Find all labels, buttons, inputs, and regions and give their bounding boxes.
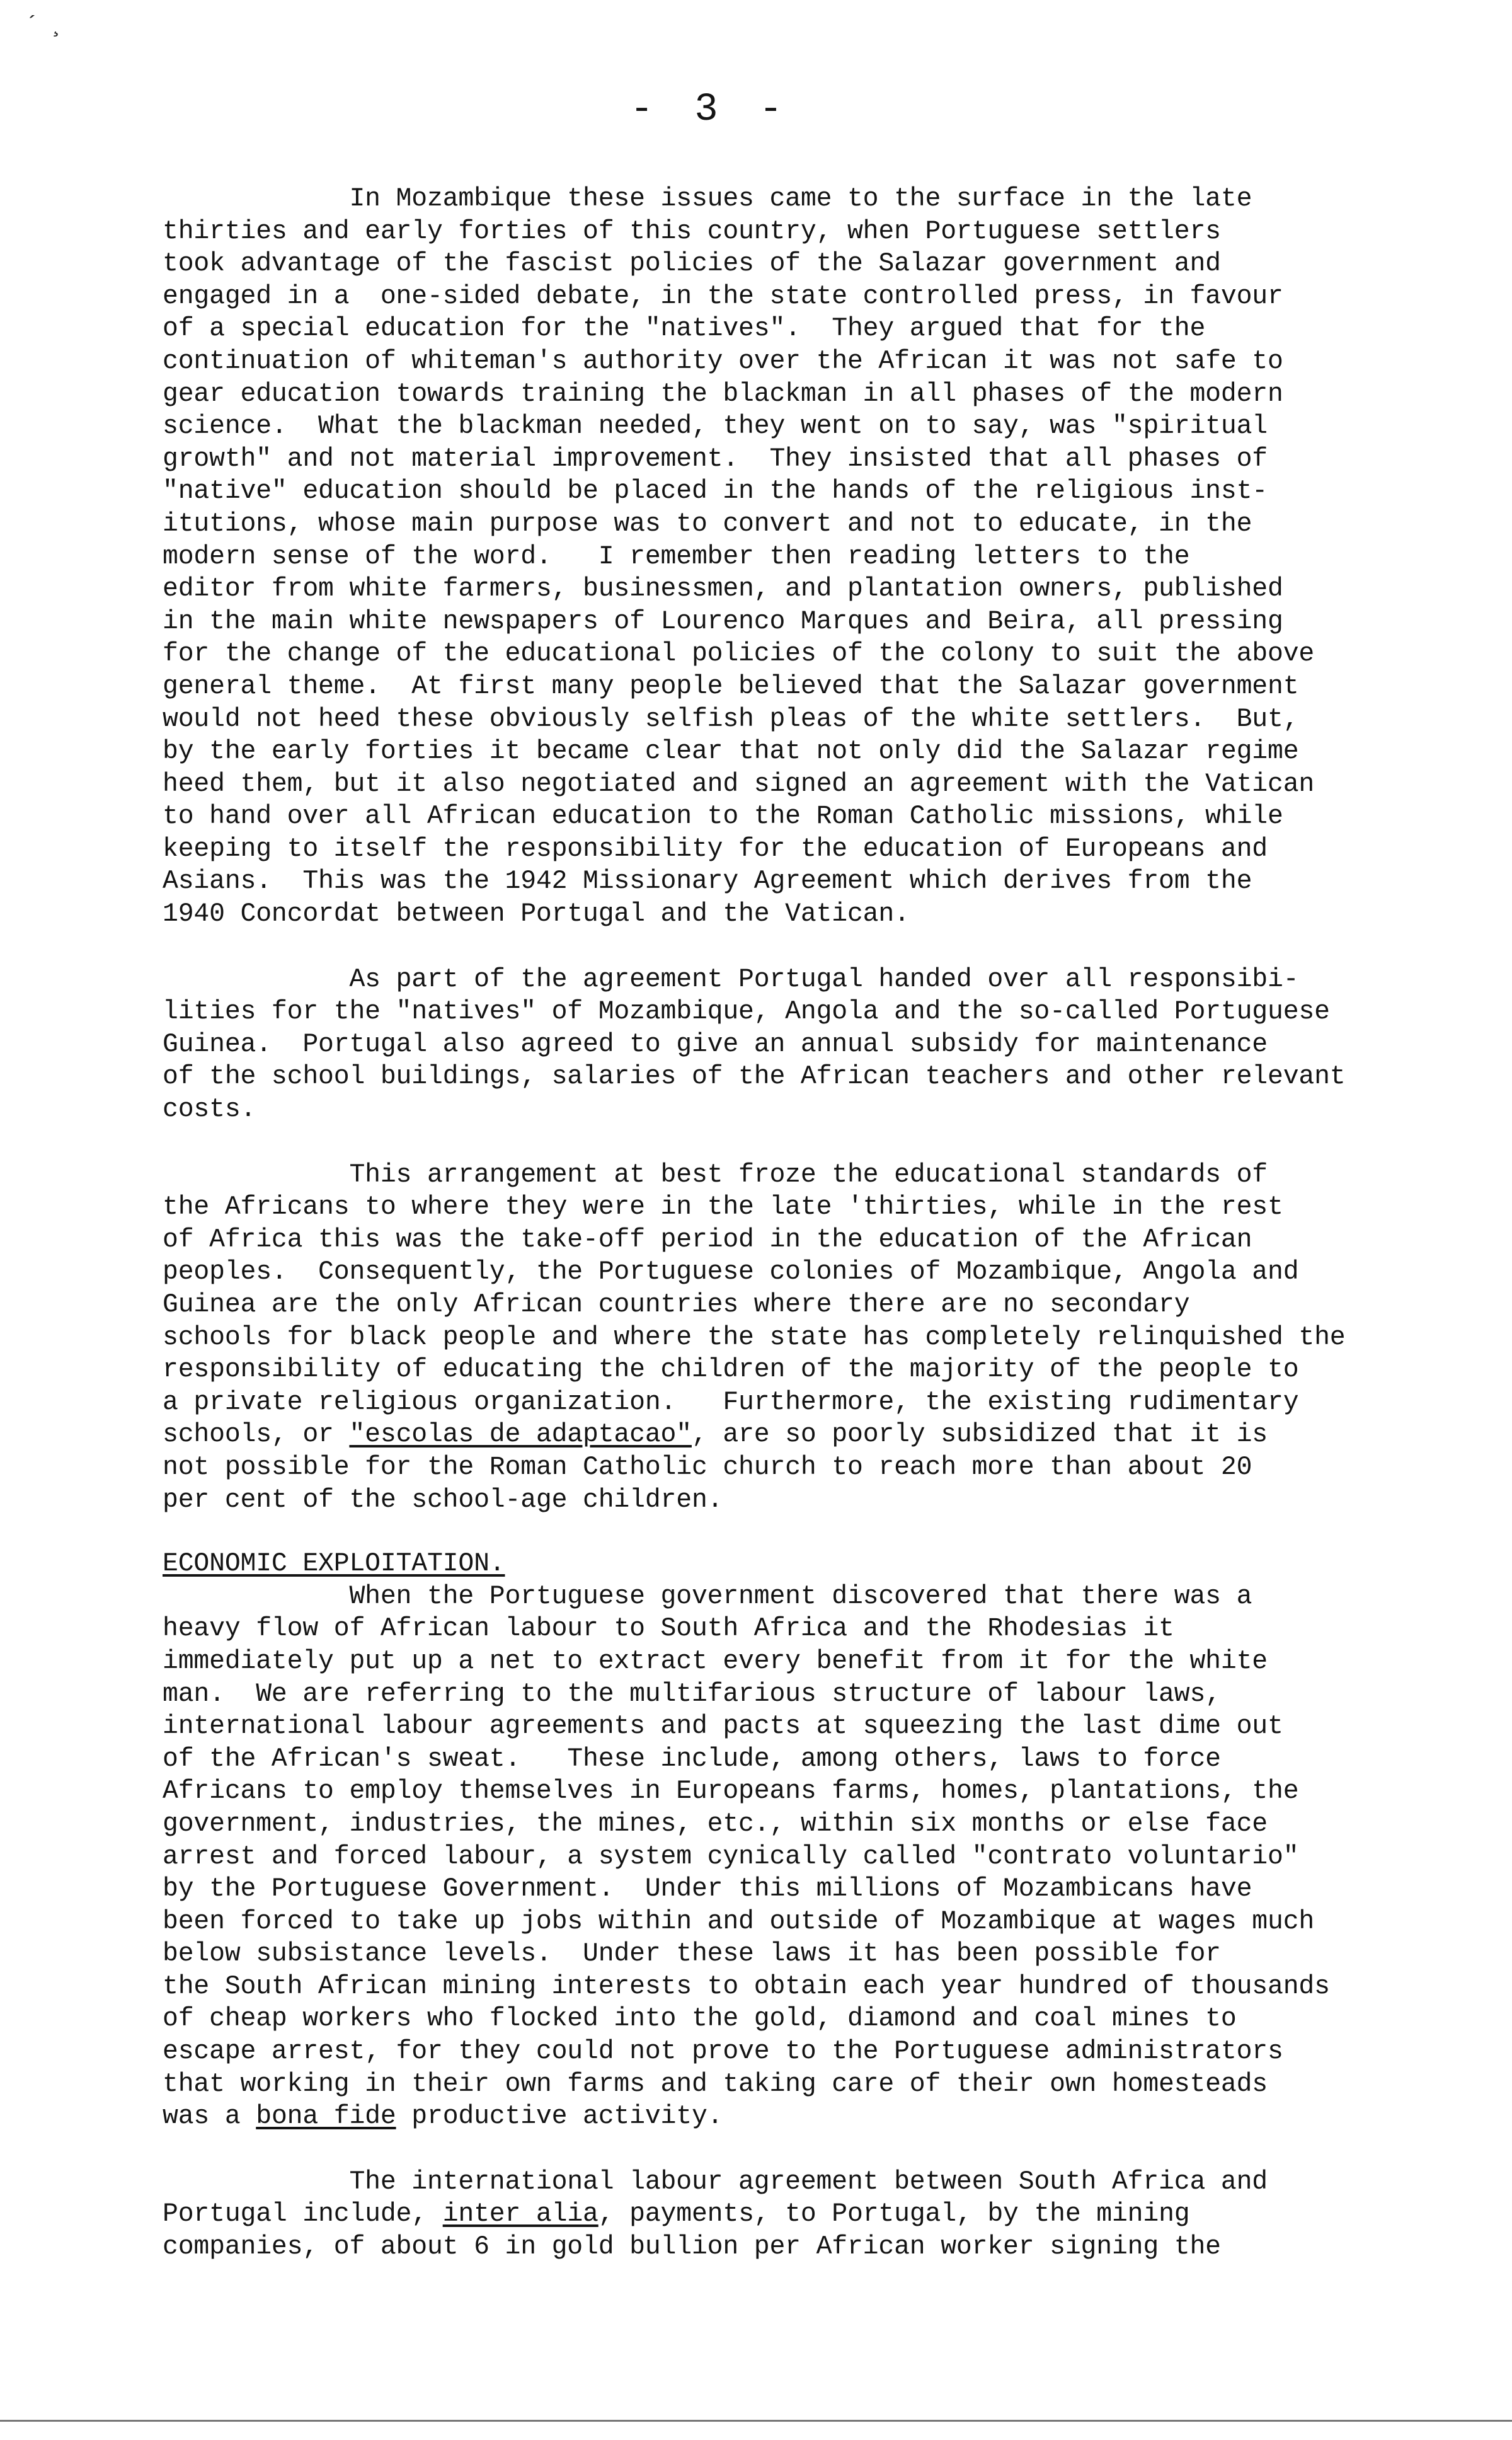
text-line: by the early forties it became clear that not only did the Salazar regime [163,737,1299,767]
paragraph-1 [163,183,1448,931]
text-line: in the main white newspapers of Lourenco Marques and Beira, all pressing [163,606,1283,636]
text-line: Guinea. Portugal also agreed to give an annual subsidy for maintenance [163,1029,1268,1059]
underlined-term: inter alia [442,2199,598,2230]
scan-marks: ´ ¸ [25,13,66,38]
text-line: the Africans to where they were in the late 'thirties, while in the rest [163,1192,1283,1223]
text-line: of a special education for the "natives". They argued that for the [163,314,1206,344]
text-line: arrest and forced labour, a system cynically called "contrato voluntario" [163,1841,1299,1872]
text-line: would not heed these obviously selfish pleas of the white settlers. But, [163,704,1299,734]
text-line: the South African mining interests to obtain each year hundred of thousands [163,1971,1330,2001]
text-line: continuation of whiteman's authority over the African it was not safe to [163,346,1283,376]
text-line: of Africa this was the take-off period in the education of the African [163,1224,1252,1255]
text-line: costs. [163,1095,256,1125]
text-line: man. We are referring to the multifarious structure of labour laws, [163,1679,1221,1709]
text-line: schools for black people and where the state has completely relinquished the [163,1322,1346,1352]
text-line: Guinea are the only African countries where there are no secondary [163,1290,1190,1320]
text-line: peoples. Consequently, the Portuguese colonies of Mozambique, Angola and [163,1257,1299,1287]
text-line: gear education towards training the blackman in all phases of the modern [163,379,1283,409]
page-number: - 3 - [630,87,792,132]
text-line: escape arrest, for they could not prove to the Portuguese administrators [163,2037,1283,2067]
text-line: to hand over all African education to the Roman Catholic missions, while [163,802,1283,832]
text-line: engaged in a one-sided debate, in the state controlled press, in favour [163,281,1283,311]
text-line: lities for the "natives" of Mozambique, Angola and the so-called Portuguese [163,997,1330,1027]
text-line: immediately put up a net to extract every benefit from it for the white [163,1646,1268,1676]
text-line: editor from white farmers, businessmen, and plantation owners, published [163,574,1283,604]
text-line: not possible for the Roman Catholic church to reach more than about 20 [163,1452,1252,1482]
text-line: modern sense of the word. I remember then reading letters to the [163,541,1190,572]
text-line: 1940 Concordat between Portugal and the Vatican. [163,899,910,929]
text-line: heed them, but it also negotiated and signed an agreement with the Vatican [163,769,1315,799]
text-line: responsibility of educating the children of the majority of the people to [163,1355,1299,1385]
text-line: for the change of the educational policies of the colony to suit the above [163,639,1315,669]
text-line: international labour agreements and pacts at squeezing the last dime out [163,1712,1283,1742]
underlined-term: bona fide [256,2102,396,2132]
text-line: growth" and not material improvement. They insisted that all phases of [163,444,1268,474]
text-line: This arrangement at best froze the educational standards of [163,1160,1268,1190]
text-line: "native" education should be placed in the hands of the religious inst- [163,476,1268,507]
text-line: Africans to employ themselves in Europeans farms, homes, plantations, the [163,1776,1299,1807]
text-line: companies, of about 6 in gold bullion per African worker signing the [163,2232,1221,2262]
paragraph-economic [163,1580,1448,2133]
text-line: government, industries, the mines, etc., within six months or else face [163,1809,1268,1839]
text-line: science. What the blackman needed, they went on to say, was "spiritual [163,411,1268,442]
underlined-term: "escolas de adaptacao" [349,1420,692,1450]
text-line: been forced to take up jobs within and outside of Mozambique at wages much [163,1906,1315,1936]
section-heading: ECONOMIC EXPLOITATION. [163,1549,505,1579]
paragraph-2 [163,964,1448,1126]
text-line: itutions, whose main purpose was to convert and not to educate, in the [163,509,1252,539]
text-line: general theme. At first many people believed that the Salazar government [163,671,1299,701]
text-line: Asians. This was the 1942 Missionary Agreement which derives from the [163,866,1252,897]
paragraph-3 [163,1159,1448,1517]
text-line: took advantage of the fascist policies of the Salazar government and [163,249,1221,279]
text-line: keeping to itself the responsibility for the education of Europeans and [163,834,1268,864]
body-text [163,183,1448,2264]
text-line: a private religious organization. Furthermore, the existing rudimentary [163,1387,1299,1417]
text-line: The international labour agreement between South Africa and [163,2167,1268,2197]
text-line: of cheap workers who flocked into the gold, diamond and coal mines to [163,2004,1237,2034]
text-line: per cent of the school-age children. [163,1485,723,1515]
text-line: of the school buildings, salaries of the African teachers and other relevant [163,1062,1346,1092]
page-bottom-edge [0,2420,1512,2422]
paragraph-final [163,2166,1448,2264]
text-line: of the African's sweat. These include, among others, laws to force [163,1744,1221,1774]
text-line: was a bona fide productive activity. [163,2102,723,2132]
text-line: below subsistance levels. Under these laws it has been possible for [163,1939,1221,1969]
text-line: schools, or "escolas de adaptacao", are so poorly subsidized that it is [163,1420,1268,1450]
text-line: by the Portuguese Government. Under this millions of Mozambicans have [163,1874,1252,1904]
text-line: Portugal include, inter alia, payments, to Portugal, by the mining [163,2199,1190,2230]
text-line: When the Portuguese government discovered that there was a [163,1581,1252,1611]
text-line: As part of the agreement Portugal handed over all responsibi- [163,964,1299,994]
text-line: heavy flow of African labour to South Africa and the Rhodesias it [163,1614,1174,1644]
text-line: In Mozambique these issues came to the surface in the late [163,184,1252,214]
text-line: thirties and early forties of this country, when Portuguese settlers [163,216,1221,246]
text-line: that working in their own farms and taking care of their own homesteads [163,2069,1268,2099]
